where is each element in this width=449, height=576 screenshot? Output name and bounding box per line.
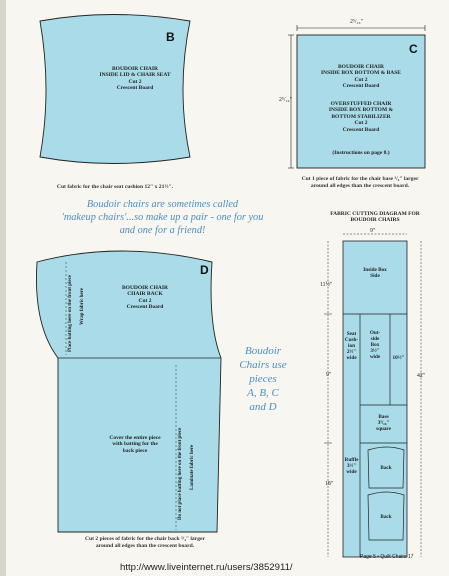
- pattern-d-letter: D: [200, 263, 209, 277]
- diagram-dim-mid: 9": [326, 372, 332, 378]
- diagram-width-label: 9": [370, 228, 376, 234]
- pattern-b-caption: Cut fabric for the chair seat cushion 12" x 21½".: [56, 184, 174, 190]
- diagram-dim-top: 11½": [320, 282, 333, 288]
- wrap-fabric-text: Wrap fabric here: [80, 287, 85, 325]
- diagram-back-label-2: Back: [380, 514, 392, 520]
- diagram-dim-bottom: 18": [325, 481, 334, 487]
- pattern-c-caption: Cut 1 piece of fabric for the chair base ³/₄" larger around all edges than the crescent board.: [301, 176, 419, 189]
- diagram-inside-box-side: Inside Box Side: [363, 267, 387, 279]
- pattern-d-caption: Cut 2 pieces of fabric for the chair back ³/₄" larger around all edges than the crescent board.: [85, 536, 205, 549]
- pattern-c-instructions: (Instructions on page 8.): [332, 150, 390, 156]
- place-batting-text: Place batting here on the front piece: [68, 274, 73, 352]
- makeup-chairs-note: Boudoir chairs are sometimes called 'makeup chairs'...so make up a pair - one for you and one for a friend!: [61, 199, 264, 236]
- diagram-outside-box: Out- side Box 3½" wide: [369, 330, 381, 360]
- pattern-c-height-label: 2⁵/₁₆": [279, 97, 292, 103]
- pattern-d-label: BOUDOIR CHAIR CHAIR BACK Cut 2 Crescent Board: [122, 285, 168, 311]
- pattern-c-letter: C: [409, 42, 418, 56]
- pieces-side-note: Boudoir Chairs use pieces A, B, C and D: [239, 345, 287, 413]
- pattern-b-letter: B: [166, 30, 175, 44]
- diagram-dim-total: 42": [417, 373, 426, 379]
- diagram-base: Base 3⁵/₁₆" square: [376, 414, 391, 432]
- diagram-seat-cushion: Seat Cush- ion 2½" wide: [344, 331, 359, 361]
- diagram-back-label-1: Back: [380, 465, 392, 471]
- watermark-url: http://www.liveinternet.ru/users/3852911/: [120, 562, 293, 573]
- pattern-c-width-label: 2⁵/₁₆": [350, 19, 363, 25]
- diagram-ten-half: 10½": [392, 355, 405, 361]
- laminate-fabric-text: Laminate fabric here: [190, 444, 195, 490]
- fabric-strip: [343, 241, 407, 557]
- pattern-c-block-2: OVERSTUFFED CHAIR INSIDE BOX BOTTOM & BOTTOM STABILIZER Cut 2 Crescent Board: [328, 101, 394, 133]
- pattern-c-block-1: BOUDOIR CHAIR INSIDE BOX BOTTOM & BASE Cut 2 Crescent Board: [321, 64, 401, 90]
- pattern-b-label: BOUDOIR CHAIR INSIDE LID & CHAIR SEAT Cut 2 Crescent Board: [99, 66, 171, 92]
- diagram-title: FABRIC CUTTING DIAGRAM FOR BOUDOIR CHAIRS: [330, 211, 420, 224]
- diagram-ruffle: Ruffle 3½" wide: [344, 457, 359, 475]
- page-number: Page 5 • Quilt Chairs 17: [360, 554, 414, 560]
- pattern-d-lower-label: Cover the entire piece with batting for the back piece: [109, 435, 161, 454]
- do-not-place-batting-text: Do not place batting here on the front piece: [178, 427, 183, 520]
